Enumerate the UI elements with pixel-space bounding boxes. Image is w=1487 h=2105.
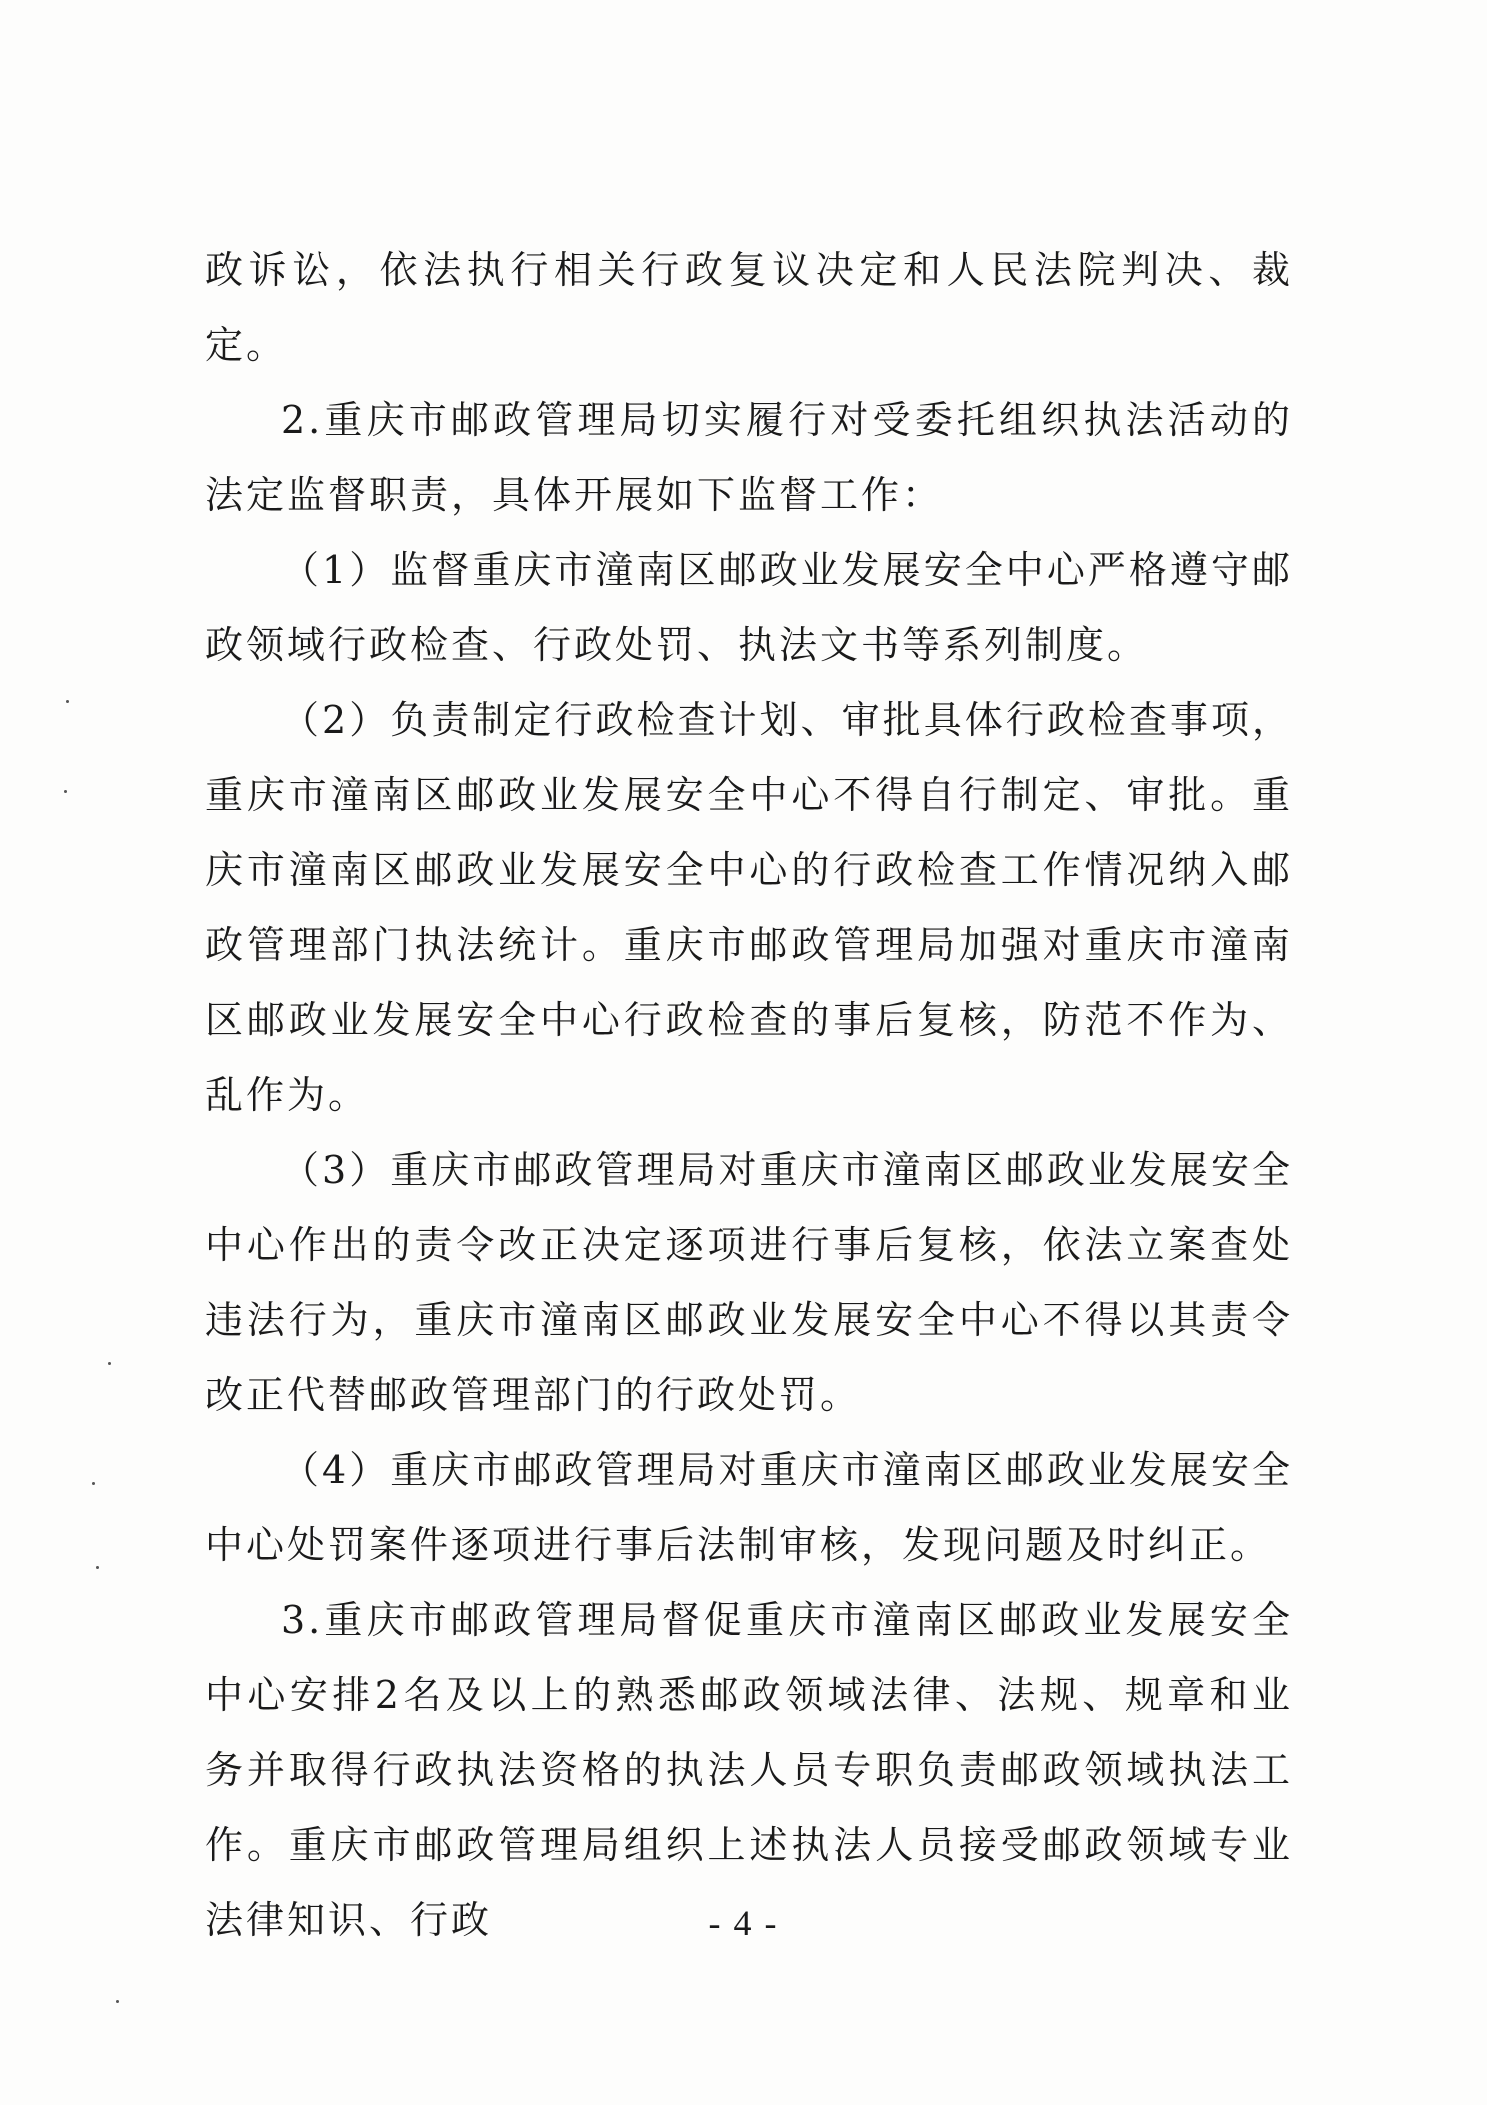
scan-speck xyxy=(66,700,69,703)
paragraph-subitem-3: （3）重庆市邮政管理局对重庆市潼南区邮政业发展安全中心作出的责令改正决定逐项进行事后复核，依法立案查处违法行为，重庆市潼南区邮政业发展安全中心不得以其责令改正代替邮政管理部门的行政处罚。 xyxy=(205,1148,1293,1417)
paragraph-subitem-4: （4）重庆市邮政管理局对重庆市潼南区邮政业发展安全中心处罚案件逐项进行事后法制审核，发现问题及时纠正。 xyxy=(205,1448,1293,1567)
paragraph-subitem-2: （2）负责制定行政检查计划、审批具体行政检查事项，重庆市潼南区邮政业发展安全中心不得自行制定、审批。重庆市潼南区邮政业发展安全中心的行政检查工作情况纳入邮政管理部门执法统计。重庆市邮政管理局加强对重庆市潼南区邮政业发展安全中心行政检查的事后复核，防范不作为、乱作为。 xyxy=(205,698,1293,1117)
paragraph-continuation: 政诉讼，依法执行相关行政复议决定和人民法院判决、裁定。 xyxy=(205,248,1293,367)
page-number: - 4 - xyxy=(708,1903,779,1943)
scan-speck xyxy=(108,1362,111,1365)
scan-speck xyxy=(96,1566,99,1569)
scan-speck xyxy=(116,2000,119,2003)
paragraph-item-2: 2.重庆市邮政管理局切实履行对受委托组织执法活动的法定监督职责，具体开展如下监督工作： xyxy=(205,398,1293,517)
scan-speck xyxy=(64,790,67,793)
paragraph-item-3: 3.重庆市邮政管理局督促重庆市潼南区邮政业发展安全中心安排2名及以上的熟悉邮政领域法律、法规、规章和业务并取得行政执法资格的执法人员专职负责邮政领域执法工作。重庆市邮政管理局组织上述执法人员接受邮政领域专业法律知识、行政 xyxy=(205,1598,1293,1942)
paragraph-subitem-1: （1）监督重庆市潼南区邮政业发展安全中心严格遵守邮政领域行政检查、行政处罚、执法文书等系列制度。 xyxy=(205,548,1293,667)
document-body xyxy=(205,233,1293,1958)
scan-speck xyxy=(92,1482,95,1485)
